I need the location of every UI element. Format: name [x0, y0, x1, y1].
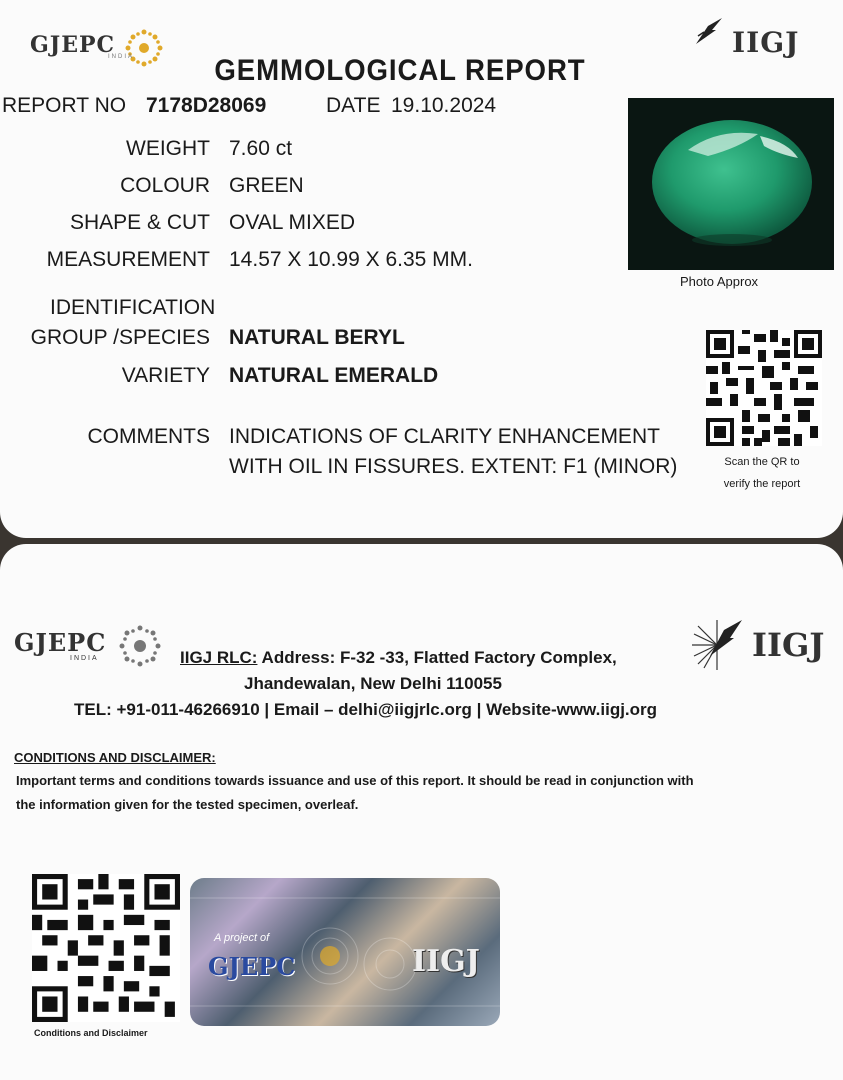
colour-value: GREEN — [229, 174, 304, 197]
date-value: 19.10.2024 — [391, 94, 497, 117]
contact-line: TEL: +91-011-46266910 | Email – delhi@iigjrlc.org | Website-www.iigj.org — [74, 700, 658, 719]
conditions-line-2: the information given for the tested specimen, overleaf. — [16, 797, 359, 812]
photo-caption: Photo Approx — [680, 274, 759, 289]
group-species-label: GROUP /SPECIES — [30, 326, 210, 349]
verify-qr-code[interactable] — [706, 330, 822, 446]
iigj-logo: IIGJ — [732, 26, 800, 59]
report-no-value: 7178D28069 — [146, 94, 267, 117]
report-title: GEMMOLOGICAL REPORT — [214, 54, 586, 87]
conditions-title: CONDITIONS AND DISCLAIMER: — [14, 750, 216, 765]
conditions-qr-code[interactable] — [32, 874, 180, 1022]
identification-label: IDENTIFICATION — [50, 296, 216, 319]
conditions-line-1: Important terms and conditions towards issuance and use of this report. It should be read in conjunction with — [16, 773, 694, 788]
address-line-2: Jhandewalan, New Delhi 110055 — [244, 674, 502, 693]
address-text: Address: F-32 -33, Flatted Factory Complex, — [261, 648, 617, 667]
gjepc-logo-sub: INDIA — [108, 54, 135, 60]
qr-caption-line-1: Scan the QR to — [724, 456, 800, 468]
address-label: IIGJ RLC: — [180, 648, 258, 667]
back-gjepc-logo-sub: INDIA — [70, 655, 99, 662]
iigj-bird-icon — [694, 16, 724, 46]
measurement-value: 14.57 X 10.99 X 6.35 MM. — [229, 248, 473, 271]
group-species-value: NATURAL BERYL — [229, 326, 405, 349]
back-gjepc-logo: GJEPC — [14, 628, 107, 657]
measurement-label: MEASUREMENT — [46, 248, 210, 271]
address-line-1 — [180, 648, 617, 668]
weight-value: 7.60 ct — [229, 137, 293, 160]
back-iigj-logo: IIGJ — [752, 626, 825, 664]
back-gjepc-sun-icon — [114, 620, 166, 672]
date-label: DATE — [326, 94, 381, 117]
emerald-image — [628, 98, 834, 270]
shape-cut-label: SHAPE & CUT — [69, 211, 210, 234]
report-front-card — [0, 0, 843, 538]
comments-line-2: WITH OIL IN FISSURES. EXTENT: F1 (MINOR) — [229, 455, 678, 478]
conditions-qr-caption: Conditions and Disclaimer — [34, 1028, 148, 1038]
hologram-iigj-logo: IIGJ — [412, 944, 480, 979]
colour-label: COLOUR — [120, 174, 210, 197]
hologram-gjepc-logo: GJEPC — [208, 952, 296, 981]
comments-line-1: INDICATIONS OF CLARITY ENHANCEMENT — [229, 425, 660, 448]
weight-label: WEIGHT — [126, 137, 210, 160]
report-no-label: REPORT NO — [2, 94, 127, 117]
gemstone-photo — [628, 98, 834, 270]
security-hologram — [190, 878, 500, 1026]
variety-value: NATURAL EMERALD — [229, 364, 439, 387]
back-iigj-emblem-icon — [688, 616, 746, 674]
hologram-caption: A project of — [214, 932, 270, 944]
qr-caption-line-2: verify the report — [723, 478, 801, 490]
gjepc-logo: GJEPC — [30, 32, 116, 58]
report-back-card — [0, 544, 843, 1080]
shape-cut-value: OVAL MIXED — [229, 211, 356, 234]
comments-label: COMMENTS — [87, 425, 210, 448]
variety-label: VARIETY — [121, 364, 210, 387]
